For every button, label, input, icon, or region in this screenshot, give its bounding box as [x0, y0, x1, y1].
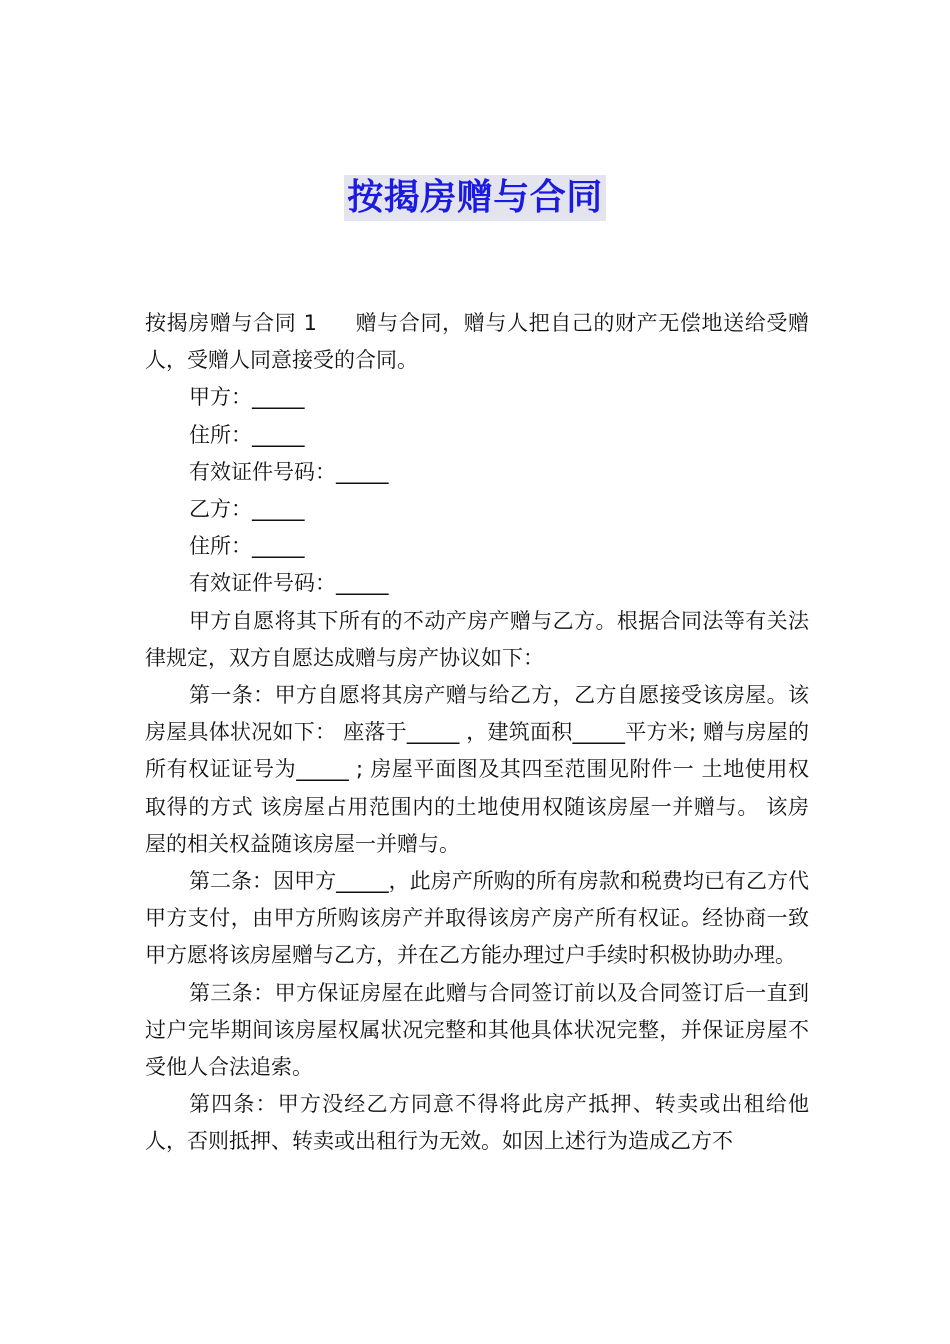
party-b-id-line: 有效证件号码：_____	[189, 571, 389, 596]
document-body	[145, 305, 809, 1161]
article-4-paragraph: 第四条：甲方没经乙方同意不得将此房产抵押、转卖或出租给他人，否则抵押、转卖或出租行为无效。如因上述行为造成乙方不	[145, 1092, 809, 1154]
preamble-paragraph: 甲方自愿将其下所有的不动产房产赠与乙方。根据合同法等有关法律规定，双方自愿达成赠与房产协议如下：	[145, 608, 809, 670]
party-a-line: 甲方：_____	[189, 385, 305, 410]
document-title: 按揭房赠与合同	[344, 175, 606, 221]
party-b-address-line: 住所：_____	[189, 534, 305, 559]
party-a-address-line: 住所：_____	[189, 422, 305, 447]
party-a-id-line: 有效证件号码：_____	[189, 459, 389, 484]
article-1-paragraph: 第一条：甲方自愿将其房产赠与给乙方，乙方自愿接受该房屋。该房屋具体状况如下： 座落于_____ ，建筑面积_____平方米; 赠与房屋的所有权证证号为_____ ; 房屋平面图及其四至范围见附件一 土地使用权取得的方式 该房屋占用范围内的土地使用权随该房屋一并赠与。 该房屋的相关权益随该房屋一并赠与。	[145, 683, 809, 856]
intro-paragraph	[145, 305, 809, 379]
party-b-line: 乙方：_____	[189, 497, 305, 522]
title-container	[0, 175, 950, 221]
article-3-paragraph: 第三条：甲方保证房屋在此赠与合同签订前以及合同签订后一直到过户完毕期间该房屋权属状况完整和其他具体状况完整，并保证房屋不受他人合法追索。	[145, 980, 809, 1080]
intro-text: 赠与合同，赠与人把自己的财产无偿地送给受赠人，受赠人同意接受的合同。	[145, 311, 809, 373]
article-2-paragraph: 第二条：因甲方_____，此房产所购的所有房款和税费均已有乙方代甲方支付，由甲方所购该房产并取得该房产房产所有权证。经协商一致甲方愿将该房屋赠与乙方，并在乙方能办理过户手续时积极协助办理。	[145, 869, 809, 968]
intro-label: 按揭房赠与合同 1	[145, 311, 317, 335]
